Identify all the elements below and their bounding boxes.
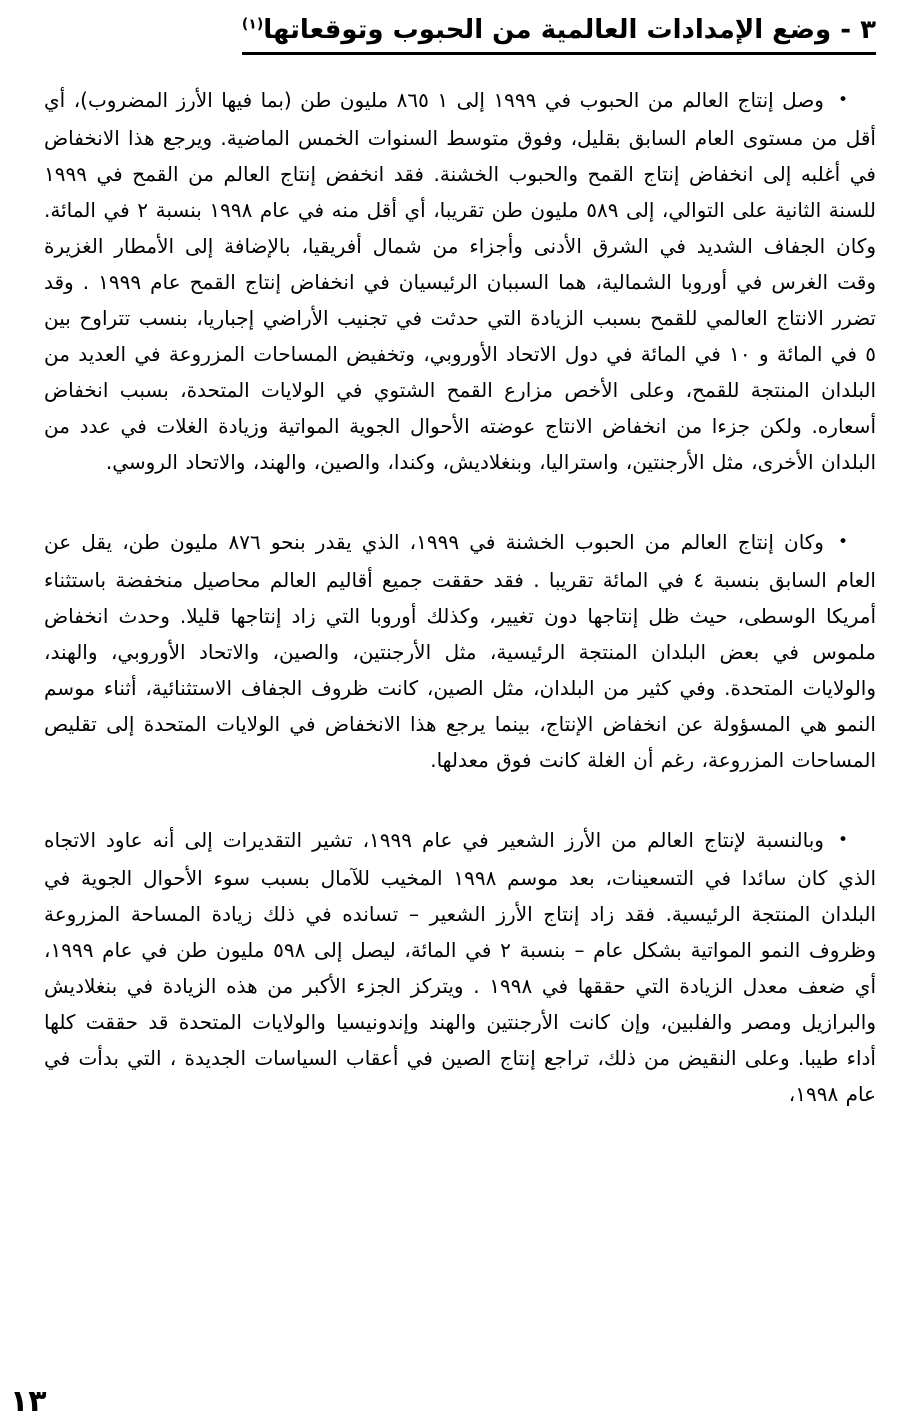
page-title	[44, 12, 876, 48]
bullet-icon: •	[837, 90, 848, 111]
bullet-icon: •	[837, 532, 848, 553]
title-text: ٣ - وضع الإمدادات العالمية من الحبوب وتوقعاتها	[263, 15, 876, 45]
paragraph-text: وصل إنتاج العالم من الحبوب في ١٩٩٩ إلى ١ ٨٦٥ مليون طن (بما فيها الأرز المضروب)، أي أقل من مستوى العام السابق بقليل، وفوق متوسط السنوات الخمس الماضية. ويرجع هذا الانخفاض في أغلبه إلى انخفاض إنتاج القمح والحبوب الخشنة. فقد انخفض إنتاج العالم من القمح في ١٩٩٩ للسنة الثانية على التوالي، إلى ٥٨٩ مليون طن تقريبا، أي أقل منه في عام ١٩٩٨ بنسبة ٢ في المائة. وكان الجفاف الشديد في الشرق الأدنى وأجزاء من شمال أفريقيا، بالإضافة إلى الأمطار الغزيرة وقت الغرس في أوروبا الشمالية، هما السببان الرئيسيان في انخفاض إنتاج القمح عام ١٩٩٩ . وقد تضرر الانتاج العالمي للقمح بسبب الزيادة التي حدثت في تجنيب الأراضي إجباريا، بنسب تتراوح بين ٥ في المائة و ١٠ في المائة في دول الاتحاد الأوروبي، وتخفيض المساحات المزروعة في العديد من البلدان المنتجة للقمح، وعلى الأخص مزارع القمح الشتوي في الولايات المتحدة، بسبب انخفاض أسعاره. ولكن جزءا من انخفاض الانتاج عوضته الأحوال الجوية المواتية وزيادة الغلات في عدد من البلدان الأخرى، مثل الأرجنتين، واستراليا، وبنغلاديش، وكندا، والصين، والهند، والاتحاد الروسي.	[44, 88, 877, 475]
paragraph-cereal-production	[44, 82, 876, 480]
paragraph-text: وكان إنتاج العالم من الحبوب الخشنة في ١٩٩٩، الذي يقدر بنحو ٨٧٦ مليون طن، يقل عن العام السابق بنسبة ٤ في المائة تقريبا . فقد حققت جميع أقاليم العالم محاصيل منخفضة باستثناء أمريكا الوسطى، حيث ظل إنتاجها دون تغيير، وكذلك أوروبا التي زاد إنتاجها قليلا. وحدث انخفاض ملموس في بعض البلدان المنتجة الرئيسية، مثل الأرجنتين، والصين، والاتحاد الأوروبي، والهند، والولايات المتحدة. وفي كثير من البلدان، مثل الصين، كانت ظروف الجفاف الاستثنائية، أثناء موسم النمو هي المسؤولة عن انخفاض الإنتاج، بينما يرجع هذا الانخفاض في الولايات المتحدة إلى تقليص المساحات المزروعة، رغم أن الغلة كانت فوق معدلها.	[44, 530, 876, 773]
document-body	[44, 82, 876, 1112]
bullet-icon: •	[837, 830, 848, 851]
title-footnote-marker: (١)	[241, 16, 264, 33]
paragraph-text: وبالنسبة لإنتاج العالم من الأرز الشعير في عام ١٩٩٩، تشير التقديرات إلى أنه عاود الاتجاه الذي كان سائدا في التسعينات، بعد موسم ١٩٩٨ المخيب للآمال بسبب سوء الأحوال الجوية في البلدان المنتجة الرئيسية. فقد زاد إنتاج الأرز الشعير – تسانده في ذلك زيادة المساحة المزروعة وظروف النمو المواتية بشكل عام – بنسبة ٢ في المائة، ليصل إلى ٥٩٨ مليون طن في عام ١٩٩٩، أي ضعف معدل الزيادة التي حققها في ١٩٩٨ . ويتركز الجزء الأكبر من هذه الزيادة في بنغلاديش والبرازيل ومصر والفلبين، وإن كانت الأرجنتين والهند وإندونيسيا والولايات المتحدة قد حققت كلها أداء طيبا. وعلى النقيض من ذلك، تراجع إنتاج الصين في أعقاب السياسات الجديدة ، التي بدأت في عام ١٩٩٨،	[44, 828, 877, 1107]
paragraph-paddy-rice	[44, 822, 876, 1112]
page-number: ١٣	[10, 1384, 47, 1419]
title-underline	[242, 15, 876, 55]
paragraph-coarse-grains	[44, 524, 876, 778]
